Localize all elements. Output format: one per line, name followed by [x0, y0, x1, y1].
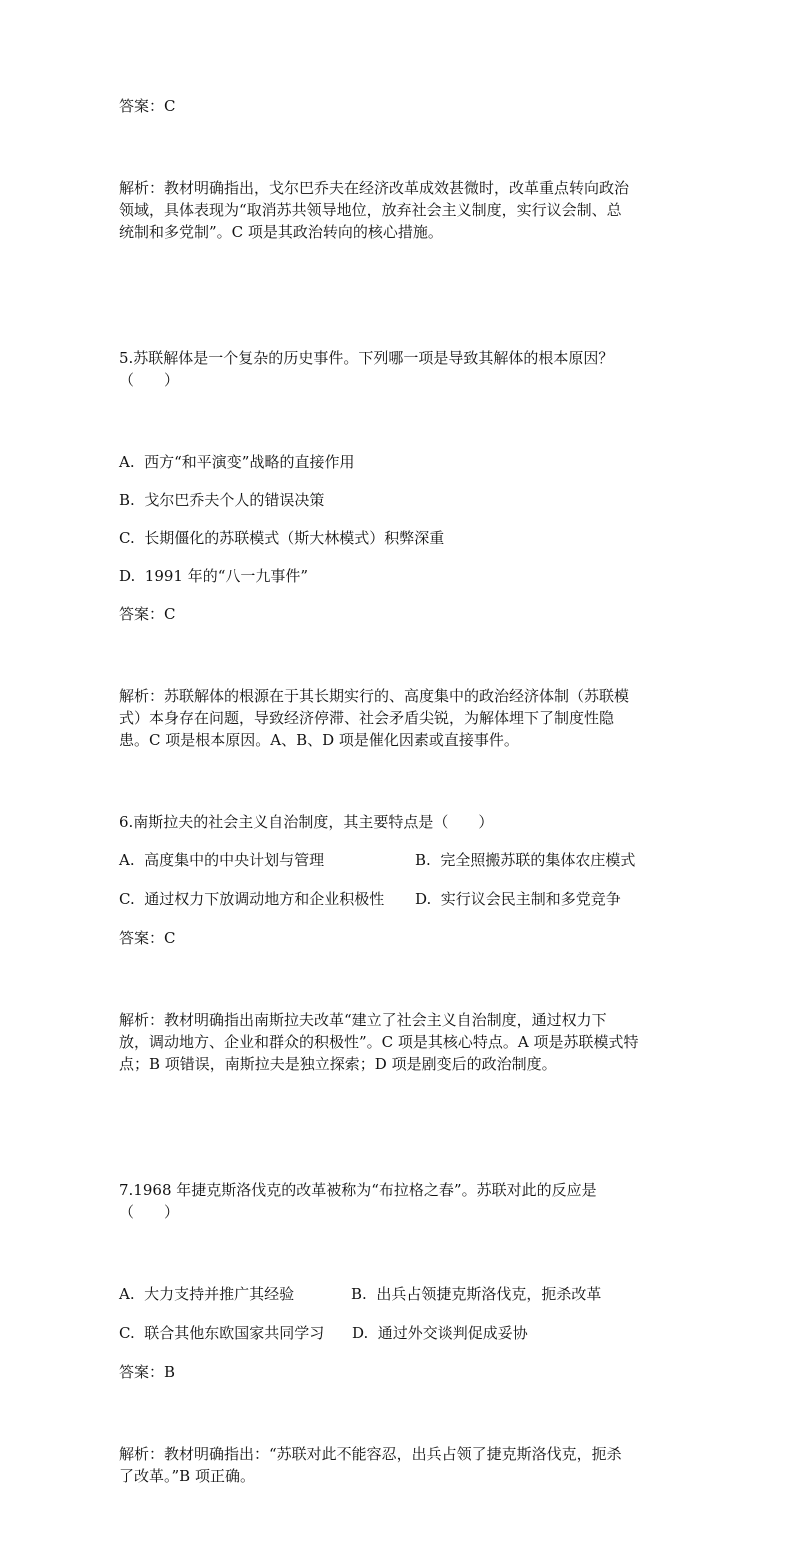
question-7-options-row-1 — [119, 1283, 679, 1305]
question-6-option-a: A. 高度集中的中央计划与管理 — [119, 851, 325, 869]
analysis-line: 患。C 项是根本原因。A、B、D 项是催化因素或直接事件。 — [119, 731, 519, 749]
analysis-line: 放，调动地方、企业和群众的积极性”。C 项是其核心特点。A 项是苏联模式特 — [119, 1033, 639, 1051]
analysis-q5 — [119, 641, 679, 795]
analysis-q6 — [119, 965, 679, 1119]
analysis-line: 式）本身存在问题，导致经济停滞、社会矛盾尖锐，为解体埋下了制度性隐 — [119, 709, 615, 727]
question-6-option-b: B. 完全照搬苏联的集体农庄模式 — [415, 851, 636, 869]
question-7-option-d: D. 通过外交谈判促成妥协 — [352, 1324, 528, 1342]
stem-line: （ ） — [119, 371, 180, 389]
question-5-option-b: B. 戈尔巴乔夫个人的错误决策 — [119, 491, 325, 509]
question-7-options-row-2 — [119, 1322, 679, 1344]
analysis-line: 领域，具体表现为“取消苏共领导地位，放弃社会主义制度，实行议会制、总 — [119, 201, 622, 219]
question-6-option-c: C. 通过权力下放调动地方和企业积极性 — [119, 890, 385, 908]
question-5-option-a: A. 西方“和平演变”战略的直接作用 — [119, 453, 355, 471]
answer-q4: 答案：C — [119, 97, 176, 115]
question-6-options-row-1 — [119, 849, 679, 871]
stem-line: 7.1968 年捷克斯洛伐克的改革被称为“布拉格之春”。苏联对此的反应是 — [119, 1181, 597, 1199]
answer-q6: 答案：C — [119, 929, 176, 947]
question-6-option-d: D. 实行议会民主制和多党竞争 — [415, 890, 621, 908]
analysis-line: 解析：教材明确指出，戈尔巴乔夫在经济改革成效甚微时，改革重点转向政治 — [119, 179, 630, 197]
analysis-q7 — [119, 1399, 679, 1531]
question-5-option-d: D. 1991 年的“八一九事件” — [119, 567, 309, 585]
analysis-line: 解析：教材明确指出：“苏联对此不能容忍，出兵占领了捷克斯洛伐克，扼杀 — [119, 1445, 622, 1463]
analysis-line: 解析：苏联解体的根源在于其长期实行的、高度集中的政治经济体制（苏联模 — [119, 687, 630, 705]
question-5-stem — [119, 303, 679, 435]
question-5-option-c: C. 长期僵化的苏联模式（斯大林模式）积弊深重 — [119, 529, 445, 547]
document-page — [119, 95, 679, 1547]
question-7-option-b: B. 出兵占领捷克斯洛伐克，扼杀改革 — [351, 1285, 602, 1303]
analysis-line: 解析：教材明确指出南斯拉夫改革“建立了社会主义自治制度，通过权力下 — [119, 1011, 607, 1029]
analysis-line: 了改革。”B 项正确。 — [119, 1467, 255, 1485]
answer-q5: 答案：C — [119, 605, 176, 623]
analysis-q4 — [119, 133, 679, 287]
analysis-line: 统制和多党制”。C 项是其政治转向的核心措施。 — [119, 223, 443, 241]
question-6-stem: 6.南斯拉夫的社会主义自治制度，其主要特点是（ ） — [119, 813, 494, 831]
stem-line: 5.苏联解体是一个复杂的历史事件。下列哪一项是导致其解体的根本原因？ — [119, 349, 614, 367]
analysis-line: 点；B 项错误，南斯拉夫是独立探索；D 项是剧变后的政治制度。 — [119, 1055, 557, 1073]
question-7-option-c: C. 联合其他东欧国家共同学习 — [119, 1324, 325, 1342]
question-6-options-row-2 — [119, 888, 679, 910]
stem-line: （ ） — [119, 1203, 180, 1221]
answer-q7: 答案：B — [119, 1363, 176, 1381]
question-7-option-a: A. 大力支持并推广其经验 — [119, 1285, 295, 1303]
question-7-stem — [119, 1135, 679, 1267]
